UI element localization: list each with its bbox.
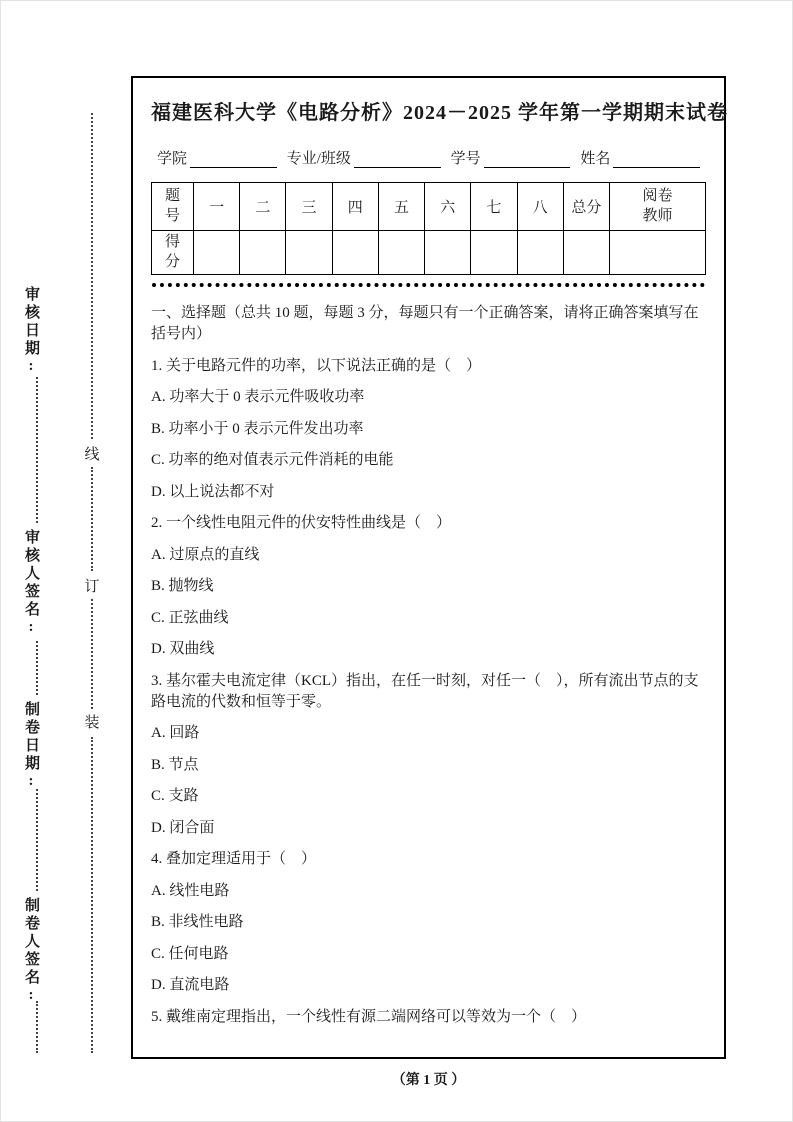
college-blank-line [190,149,277,168]
question-number-cell: 五 [378,183,424,231]
question-number-cell: 二 [240,183,286,231]
dotted-line-segment [36,789,38,891]
name-blank-line [613,149,700,168]
binding-line-segment [91,599,93,709]
score-table [151,182,706,275]
paper-maker-signature-label: 制卷人签名: [23,897,39,1006]
name-label: 姓名 [580,151,611,167]
score-label-cell: 得分 [152,231,194,275]
page-number-footer: （第 1 页 ） [391,1073,466,1088]
score-blank-cell [286,231,332,275]
score-blank-cell [332,231,378,275]
question-3-stem: 3. 基尔霍夫电流定律（KCL）指出，在任一时刻，对任一（ ），所有流出节点的支路电流的代数和恒等于零。 [151,672,699,710]
exam-title: 福建医科大学《电路分析》2024－2025 学年第一学期期末试卷 [151,102,728,124]
question-4-stem: 4. 叠加定理适用于（ ） [151,851,317,867]
question-number-corner-cell: 题号 [152,183,194,231]
question-3-option-a: A. 回路 [151,725,200,741]
question-1-option-d: D. 以上说法都不对 [151,483,275,500]
question-number-cell: 四 [332,183,378,231]
binding-line-segment [91,737,93,1053]
dotted-separator [152,283,705,287]
question-2-stem: 2. 一个线性电阻元件的伏安特性曲线是（ ） [151,515,452,531]
score-row [152,231,706,275]
review-date-label: 审核日期: [23,286,39,377]
question-4-option-b: B. 非线性电路 [151,914,244,930]
major-class-label: 专业/班级 [286,151,351,167]
total-score-cell: 总分 [563,183,609,231]
student-id-label: 学号 [450,151,481,167]
question-5-stem: 5. 戴维南定理指出，一个线性有源二端网络可以等效为一个（ ） [151,1008,587,1025]
question-3-option-b: B. 节点 [151,756,199,773]
score-blank-cell [240,231,286,275]
score-blank-cell [471,231,517,275]
question-1-stem: 1. 关于电路元件的功率，以下说法正确的是（ ） [151,357,482,374]
question-body [151,303,706,1028]
score-blank-cell [563,231,609,275]
binding-char: 订 [84,579,100,595]
question-2-option-b: B. 抛物线 [151,578,214,594]
question-4-option-a: A. 线性电路 [151,882,230,899]
binding-line-segment [91,113,93,439]
dotted-line-segment [36,377,38,523]
question-1-option-c: C. 功率的绝对值表示元件消耗的电能 [151,452,394,468]
question-number-cell: 七 [471,183,517,231]
question-4-option-c: C. 任何电路 [151,945,229,962]
exam-sheet [131,76,726,1059]
question-number-cell: 三 [286,183,332,231]
question-number-cell: 六 [425,183,471,231]
major-class-blank-line [354,149,441,168]
student-id-blank-line [484,149,571,168]
question-number-cell: 一 [194,183,240,231]
binding-line-segment [91,467,93,571]
paper-made-date-label: 制卷日期: [23,701,39,792]
grader-cell: 阅卷教师 [610,183,706,231]
score-blank-cell [610,231,706,275]
score-blank-cell [194,231,240,275]
question-4-option-d: D. 直流电路 [151,977,230,993]
score-table-header-row [152,183,706,231]
score-blank-cell [378,231,424,275]
question-3-option-c: C. 支路 [151,788,199,804]
score-blank-cell [517,231,563,275]
question-3-option-d: D. 闭合面 [151,819,215,836]
section-heading: 一、选择题（总共 10 题，每题 3 分，每题只有一个正确答案，请将正确答案填写在括号内） [151,305,699,342]
student-info-row [157,147,702,168]
question-1-option-a: A. 功率大于 0 表示元件吸收功率 [151,389,365,405]
score-blank-cell [425,231,471,275]
question-2-option-c: C. 正弦曲线 [151,609,229,626]
binding-char: 线 [84,447,100,463]
dotted-line-segment [36,641,38,695]
question-number-cell: 八 [517,183,563,231]
question-2-option-d: D. 双曲线 [151,641,215,657]
reviewer-signature-label: 审核人签名: [23,529,39,638]
college-label: 学院 [157,151,188,167]
question-1-option-b: B. 功率小于 0 表示元件发出功率 [151,420,364,437]
dotted-line-segment [36,1001,38,1053]
question-2-option-a: A. 过原点的直线 [151,546,260,563]
binding-char: 装 [84,715,100,731]
